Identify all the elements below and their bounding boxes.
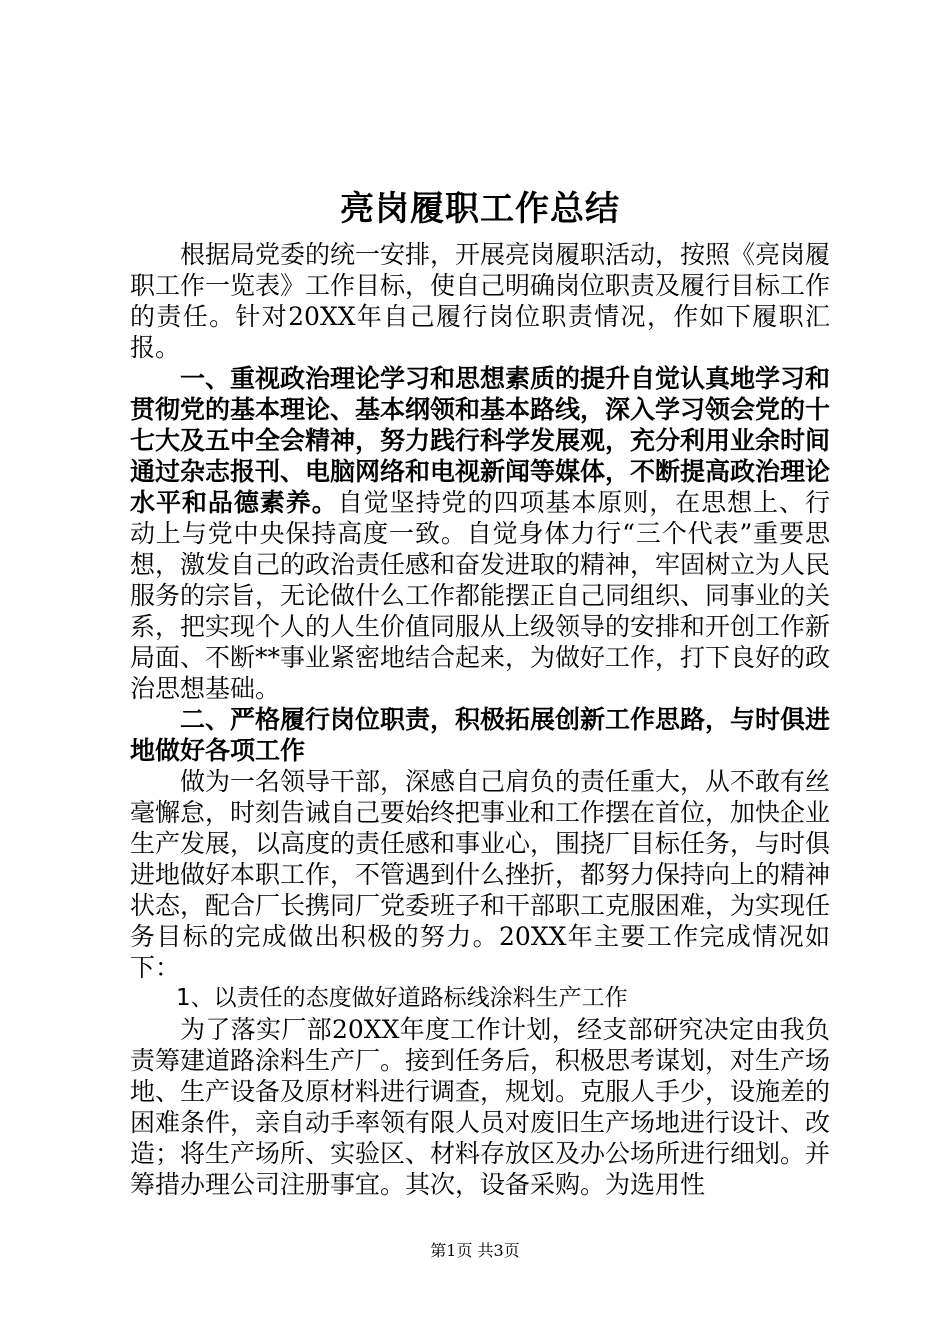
section-1-heading: 一、重视政治理论学习和思想素质的提升自觉认真地学习和贯彻党的基本理论、基本纲领和基本路线，深入学习领会党的十七大及五中全会精神，努力践行科学发展观，充分利用业余时间通过杂志报刊、电脑网络和电视新闻等媒体，不断提高政治理论水平和品德素养。 (130, 364, 831, 517)
intro-paragraph: 根据局党委的统一安排，开展亮岗履职活动，按照《亮岗履职工作一览表》工作目标，使自己明确岗位职责及履行目标工作的责任。针对20XX年自己履行岗位职责情况，作如下履职汇报。 (130, 240, 831, 362)
section-1-paragraph (130, 363, 830, 704)
subsection-1-body: 为了落实厂部20XX年度工作计划，经支部研究决定由我负责筹建道路涂料生产厂。接到任务后，积极思考谋划，对生产场地、生产设备及原材料进行调查，规划。克服人手少，设施差的困难条件，亲自动手率领有限人员对废旧生产场地进行设计、改造；将生产场所、实验区、材料存放区及办公场所进行细划。并筹措办理公司注册事宜。其次，设备采购。为选用性 (130, 1015, 831, 1199)
section-2-heading: 二、严格履行岗位职责，积极拓展创新工作思路，与时俱进地做好各项工作 (130, 705, 831, 765)
section-2-body: 做为一名领导干部，深感自己肩负的责任重大，从不敢有丝毫懈怠，时刻告诫自己要始终把事业和工作摆在首位，加快企业生产发展，以高度的责任感和事业心，围挠厂目标任务，与时俱进地做好本职工作，不管遇到什么挫折，都努力保持向上的精神状态，配合厂长携同厂党委班子和干部职工克服困难，为实现任务目标的完成做出积极的努力。20XX年主要工作完成情况如下： (130, 767, 831, 982)
document-page (130, 185, 830, 1200)
subsection-1-heading: 1、以责任的态度做好道路标线涂料生产工作 (176, 985, 628, 1011)
section-1-body: 自觉坚持党的四项基本原则，在思想上、行动上与党中央保持高度一致。自觉身体力行“三个代表”重要思想，激发自己的政治责任感和奋发进取的精神，牢固树立为人民服务的宗旨，无论做什么工作都能摆正自己同组织、同事业的关系，把实现个人的人生价值同服从上级领导的安排和开创工作新局面、不断**事业紧密地结合起来，为做好工作，打下良好的政治思想基础。 (130, 488, 831, 703)
page-footer: 第1页 共3页 (430, 1241, 520, 1260)
document-title: 亮岗履职工作总结 (340, 189, 620, 229)
